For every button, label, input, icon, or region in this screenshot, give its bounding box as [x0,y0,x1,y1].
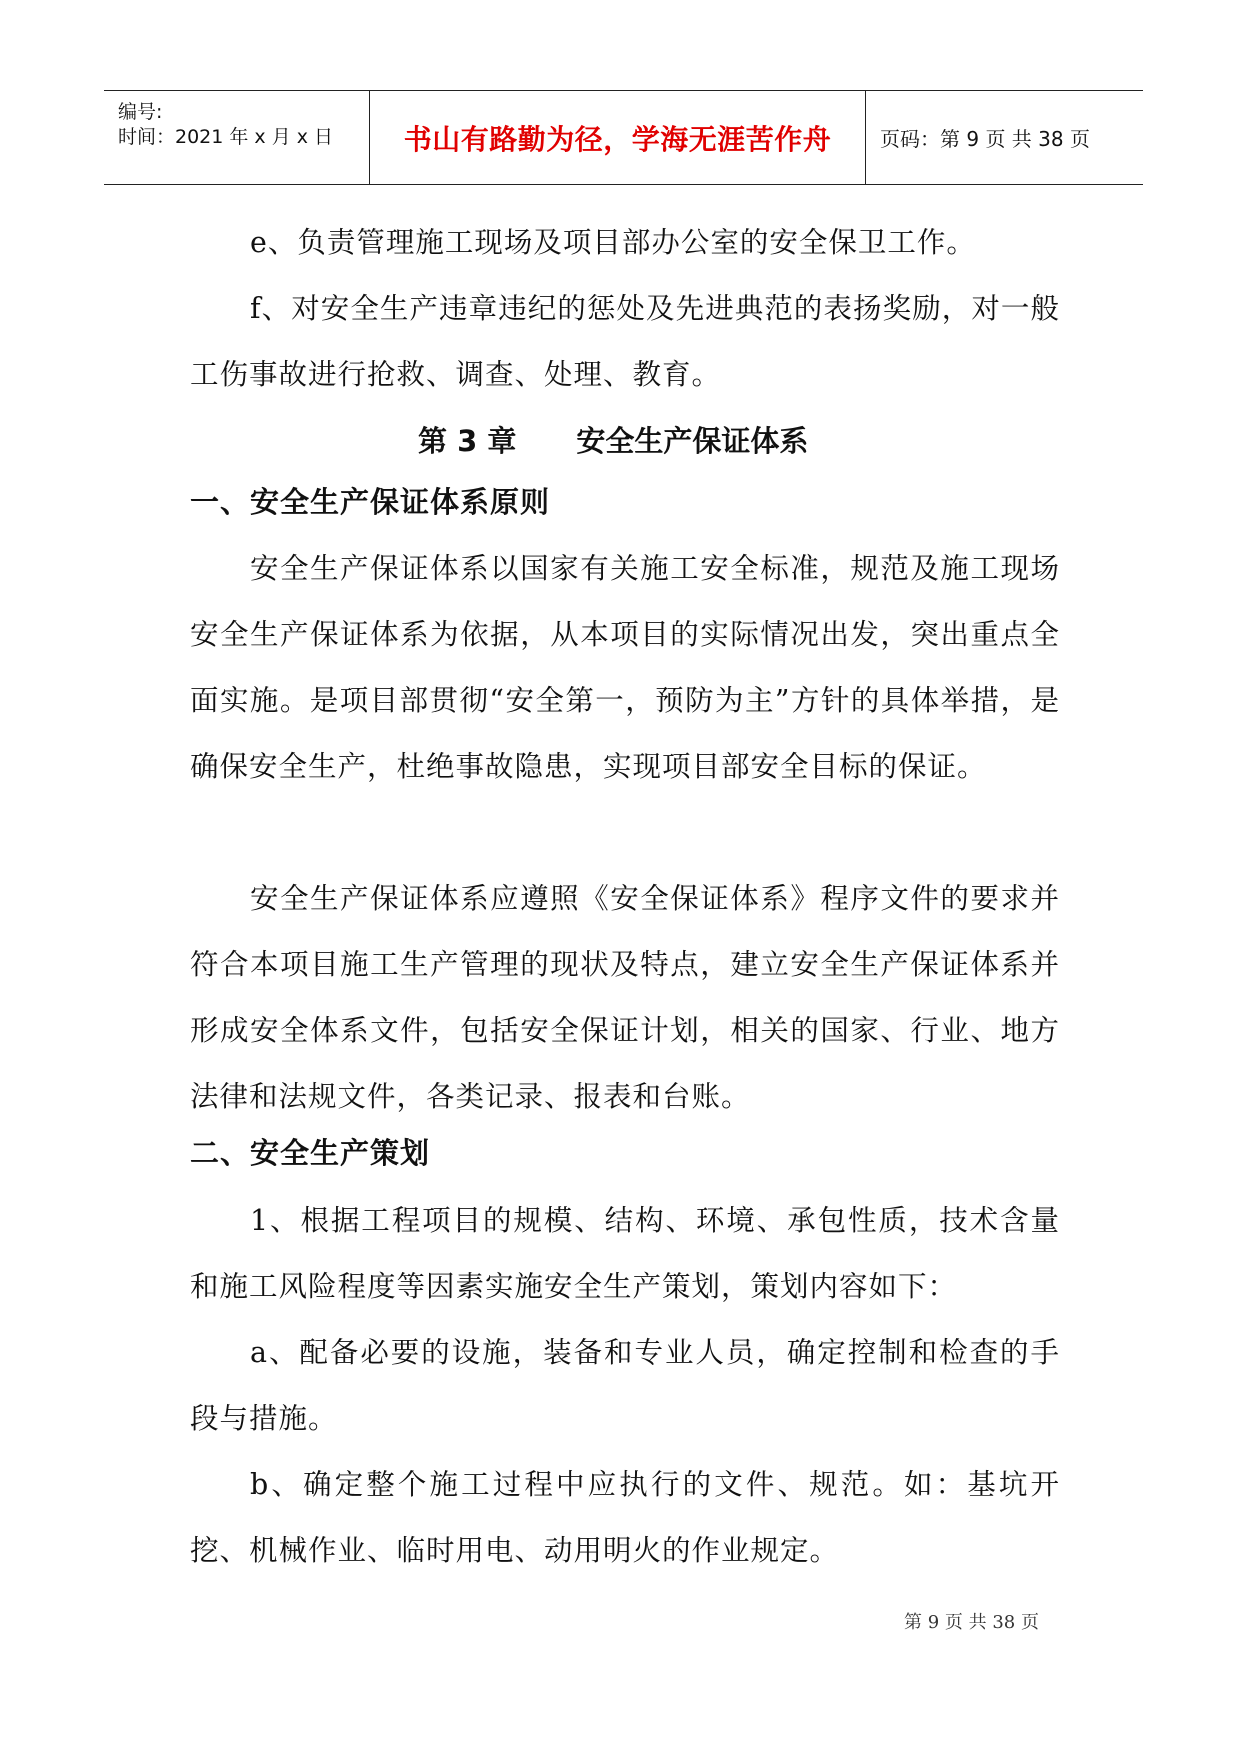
header-page-cell [866,91,1143,184]
section2-title: 二、安全生产策划 [190,1136,431,1170]
header-page-code: 页码：第 9 页 共 38 页 [880,127,1090,151]
section2-paragraph-b: b、确定整个施工过程中应执行的文件、规范。如：基坑开挖、机械作业、临时用电、动用明火的作业规定。 [190,1468,1060,1567]
paragraph-e: e、负责管理施工现场及项目部办公室的安全保卫工作。 [250,226,976,259]
page-header [104,90,1143,185]
section1-title: 一、安全生产保证体系原则 [190,485,551,519]
time-label: 时间：2021 年 x 月 x 日 [118,126,334,148]
header-motto-cell [369,91,866,184]
chapter-heading [418,419,808,460]
header-info-cell [104,91,369,184]
section2-paragraph-a: a、配备必要的设施，装备和专业人员，确定控制和检查的手段与措施。 [190,1336,1060,1435]
chapter-number: 第 3 章 [418,424,517,458]
section1-paragraph-1: 安全生产保证体系以国家有关施工安全标准，规范及施工现场安全生产保证体系为依据，从本项目的实际情况出发，突出重点全面实施。是项目部贯彻“安全第一，预防为主”方针的具体举措，是确保安全生产，杜绝事故隐患，实现项目部安全目标的保证。 [190,552,1060,783]
number-label: 编号: [118,101,163,123]
chapter-title: 安全生产保证体系 [576,424,809,458]
motto-text: 书山有路勤为径，学海无涯苦作舟 [403,122,832,156]
section2-paragraph-1: 1、根据工程项目的规模、结构、环境、承包性质，技术含量和施工风险程度等因素实施安全生产策划，策划内容如下： [190,1204,1060,1303]
paragraph-f: f、对安全生产违章违纪的惩处及先进典范的表扬奖励，对一般工伤事故进行抢救、调查、处理、教育。 [190,292,1060,391]
page-footer: 第 9 页 共 38 页 [904,1612,1039,1633]
section1-paragraph-2: 安全生产保证体系应遵照《安全保证体系》程序文件的要求并符合本项目施工生产管理的现状及特点，建立安全生产保证体系并形成安全体系文件，包括安全保证计划，相关的国家、行业、地方法律和法规文件，各类记录、报表和台账。 [190,882,1060,1113]
